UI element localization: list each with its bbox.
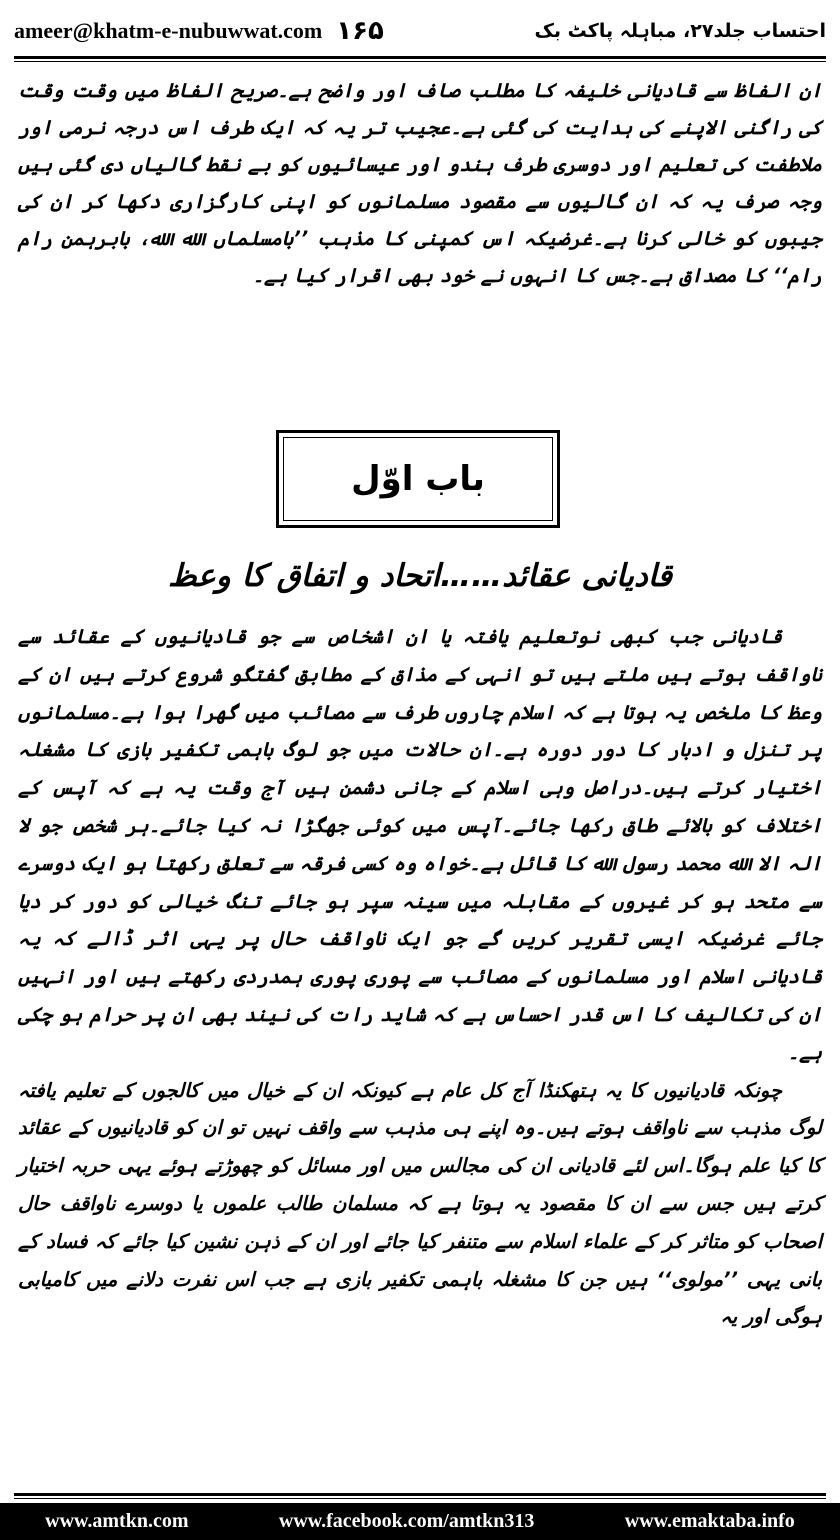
footer-link-emaktaba[interactable]: www.emaktaba.info [624, 1510, 795, 1532]
chapter-heading-box [276, 430, 560, 528]
header-email: ameer@khatm-e-nubuwwat.com [14, 18, 323, 43]
section-body [18, 618, 822, 1336]
intro-paragraph-block [18, 72, 822, 294]
intro-paragraph: ان الفاظ سے قادیانی خلیفہ کا مطلب صاف اور واضح ہے۔صریح الفاظ میں وقت وقت کی راگنی الاپنے کی ہدایت کی گئی ہے۔عجیب تر یہ کہ ایک طرف اس درجہ نرمی اور ملاطفت کی تعلیم اور دوسری طرف ہندو اور عیسائیوں کو بے نقط گالیاں دی گئی ہیں وجہ صرف یہ کہ ان گالیوں سے مقصود مسلمانوں کو اپنی کارگزاری دکھا کر ان کی جیبوں کو خالی کرنا ہے۔غرضیکہ اس کمپنی کا مذہب ’’بامسلماں الله الله، بابرہمن رام رام‘‘ کا مصداق ہے۔جس کا انہوں نے خود بھی اقرار کیا ہے۔ [18, 79, 822, 287]
chapter-title: باب اوّل [351, 459, 485, 499]
body-paragraph-2: چونکہ قادیانیوں کا یہ ہتھکنڈا آج کل عام ہے کیونکہ ان کے خیال میں کالجوں کے تعلیم یافتہ لوگ مذہب سے ناواقف ہوتے ہیں۔وہ اپنے ہی مذہب سے واقف نہیں تو ان کو قادیانیوں کے عقائد کا کیا علم ہوگا۔اس لئے قادیانی ان کی مجالس میں اور مسائل کو چھوڑتے ہوئے یہی حربہ اختیار کرتے ہیں جس سے ان کا مقصود یہ ہوتا ہے کہ مسلمان طالب علموں یا دوسرے ناواقف حال اصحاب کو متاثر کر کے علماء اسلام سے متنفر کیا جائے اور ان کے ذہن نشین کیا جائے کہ فساد کے بانی یہی ’’مولوی‘‘ ہیں جن کا مشغلہ باہمی تکفیر بازی ہے جب اس نفرت دلانے میں کامیابی ہوگی اور یہ [18, 1078, 822, 1329]
footer-link-facebook[interactable]: www.facebook.com/amtkn313 [278, 1510, 535, 1532]
header-rule-thin [14, 61, 826, 62]
body-paragraph-1: قادیانی جب کبھی نوتعلیم یافتہ یا ان اشخاص سے جو قادیانیوں کے عقائد سے ناواقف ہوتے ہیں ملتے ہیں تو انہی کے مذاق کے مطابق گفتگو شروع کرتے ہیں ان کے وعظ کا ملخص یہ ہوتا ہے کہ اسلام چاروں طرف سے مصائب میں گھرا ہوا ہے۔مسلمانوں پر تنزل و ادبار کا دور دورہ ہے۔ان حالات میں جو لوگ باہمی تکفیر بازی کا مشغلہ اختیار کرتے ہیں۔دراصل وہی اسلام کے جانی دشمن ہیں آج وقت یہ ہے کہ آپس کے اختلاف کو بالائے طاق رکھا جائے۔آپس میں کوئی جھگڑا نہ کیا جائے۔ہر شخص جو لا الہ الا الله محمد رسول الله کا قائل ہے۔خواہ وہ کسی فرقہ سے تعلق رکھتا ہو ایک دوسرے سے متحد ہو کر غیروں کے مقابلہ میں سینہ سپر ہو جائے تنگ خیالی کو دور کر دیا جائے غرضیکہ ایسی تقریر کریں گے جو ایک ناواقف حال پر یہی اثر ڈالے کہ یہ قادیانی اسلام اور مسلمانوں کے مصائب سے پوری پوری ہمدردی رکھتے ہیں اور انہیں ان کی تکالیف کا اس قدر احساس ہے کہ شاید رات کی نیند بھی ان پر حرام ہو چکی ہے۔ [18, 625, 822, 1064]
page-header [14, 8, 826, 54]
header-rule [14, 56, 826, 59]
section-title: قادیانی عقائد……اتحاد و اتفاق کا وعظ [167, 558, 673, 594]
footer-link-amtkn[interactable]: www.amtkn.com [45, 1510, 189, 1532]
header-left [14, 16, 384, 46]
page-number: ۱۶۵ [336, 16, 384, 46]
book-title: احتساب جلد۲۷، مباہلہ پاکٹ بک [534, 20, 826, 42]
footer-rule-thin [14, 1498, 826, 1499]
footer-rule [14, 1493, 826, 1496]
footer-bar [0, 1503, 840, 1540]
